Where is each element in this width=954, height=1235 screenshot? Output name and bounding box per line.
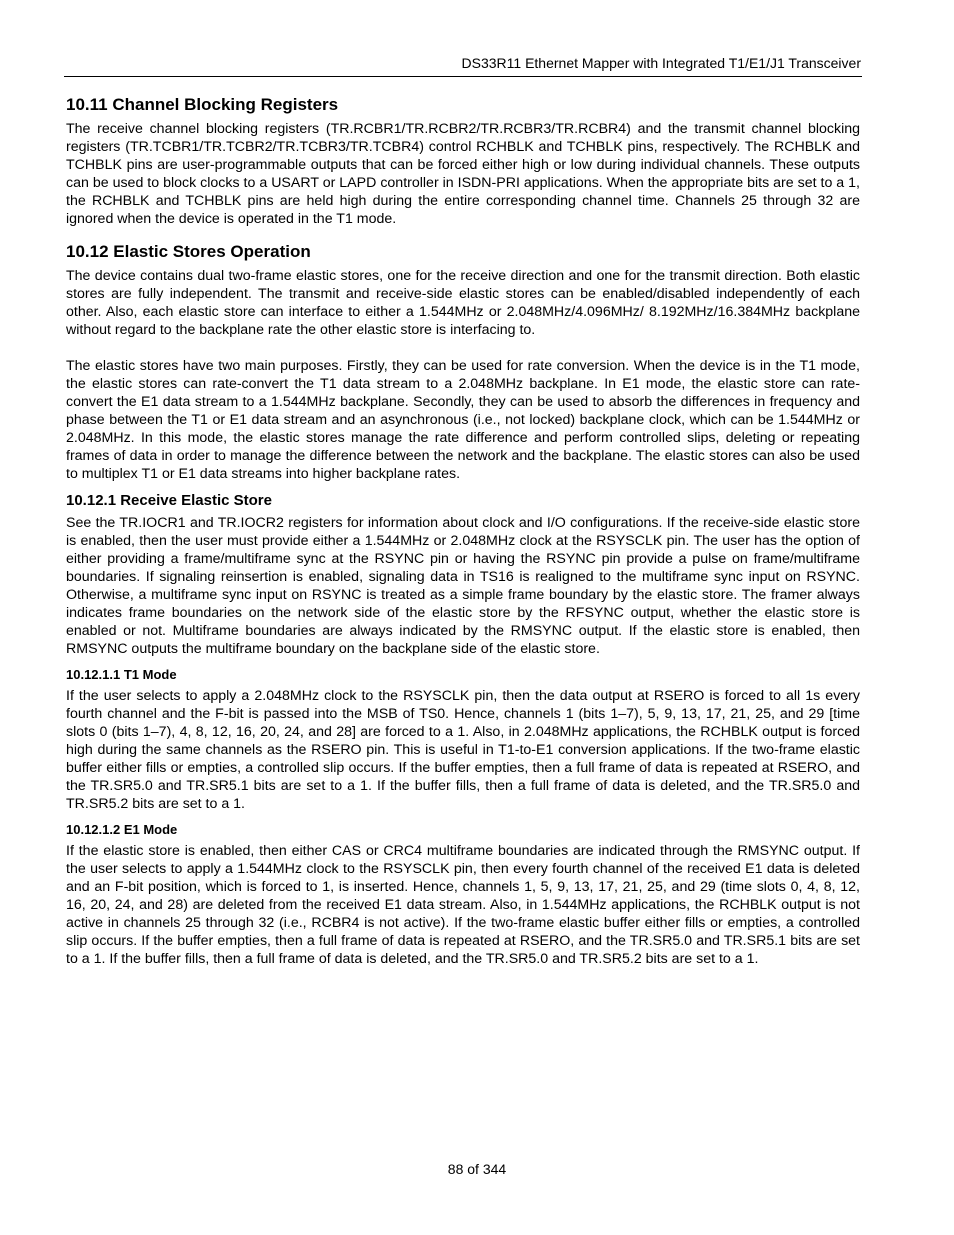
running-header: DS33R11 Ethernet Mapper with Integrated T1/E1/J1 Transceiver: [461, 55, 861, 71]
section-heading-10-12: 10.12 Elastic Stores Operation: [66, 242, 311, 261]
page-number: 88 of 344: [447, 1161, 507, 1177]
spacer: [66, 228, 860, 241]
paragraph-elastic-stores-purposes: The elastic stores have two main purposes. Firstly, they can be used for rate conversion. When the device is in the T1 mode, the elastic stores can rate-convert the T1 data stream to a 2.048MHz backplane. In E1 mode, the elastic store can rate-convert the E1 data stream to a 1.544MHz backplane. Secondly, they can be used to absorb the differences in frequency and phase between the T1 or E1 data stream and an asynchronous (i.e., not locked) backplane clock, which can be 1.544MHz or 2.048MHz. In this mode, the elastic stores manage the rate difference and perform controlled slips, deleting or repeating frames of data in order to manage the difference between the network and the backplane. The elastic stores can also be used to multiplex T1 or E1 data streams into higher backplane rates.: [66, 358, 860, 482]
spacer: [66, 658, 860, 666]
page-body: [66, 94, 860, 968]
section-heading-10-12-1-2: 10.12.1.2 E1 Mode: [66, 822, 178, 837]
header-divider: [64, 76, 862, 77]
paragraph-elastic-stores-intro: The device contains dual two-frame elastic stores, one for the receive direction and one for the transmit direction. Both elastic stores are fully independent. The transmit and receive-side elastic stores can be enabled/disabled independently of each other. Also, each elastic store can interface to either a 1.544MHz or 2.048MHz/4.096MHz/ 8.192MHz/16.384MHz backplane without regard to the backplane rate the other elastic store is interfacing to.: [66, 268, 860, 338]
spacer: [66, 483, 860, 491]
paragraph-t1-mode: If the user selects to apply a 2.048MHz clock to the RSYSCLK pin, then the data output at RSERO is forced to all 1s every fourth channel and the F-bit is passed into the MSB of TS0. Hence, channels 1 (bits 1–7), 5, 9, 13, 17, 21, 25, and 29 [time slots 0 (bits 1–7), 4, 8, 12, 16, 20, 24, and 28] are forced to a 1. Also, in 2.048MHz applications, the RCHBLK output is forced high during the same channels as the RSERO pin. This is useful in T1-to-E1 conversion applications. If the two-frame elastic buffer either fills or empties, a controlled slip occurs. If the buffer empties, then a full frame of data is repeated at RSERO, and the TR.SR5.0 and TR.SR5.1 bits are set to a 1. If the buffer fills, then a full frame of data is deleted, and the TR.SR5.0 and TR.SR5.2 bits are set to a 1.: [66, 688, 860, 812]
spacer: [66, 339, 860, 357]
paragraph-receive-elastic-store: See the TR.IOCR1 and TR.IOCR2 registers for information about clock and I/O configurations. If the receive-side elastic store is enabled, then the user must provide either a 1.544MHz or 2.048MHz clock at the RSYSCLK pin. The user has the option of either providing a frame/multiframe sync at the RSYNC pin or having the RSYNC pin provide a pulse on frame/multiframe boundaries. If signaling reinsertion is enabled, signaling data in TS16 is realigned to the multiframe sync input on RSYNC. Otherwise, a multiframe sync input on RSYNC is treated as a simple frame boundary by the elastic store. The framer always indicates frame boundaries on the network side of the elastic store by the RFSYNC output, whether the elastic store is enabled or not. Multiframe boundaries are always indicated by the RMSYNC output. If the elastic store is enabled, then RMSYNC outputs the multiframe boundary on the backplane side of the elastic store.: [66, 515, 860, 657]
spacer: [66, 813, 860, 821]
paragraph-e1-mode: If the elastic store is enabled, then either CAS or CRC4 multiframe boundaries are indicated through the RMSYNC output. If the user selects to apply a 1.544MHz clock to the RSYSCLK pin, then every fourth channel of the received E1 data is deleted and an F-bit position, which is forced to 1, is inserted. Hence, channels 1, 5, 9, 13, 17, 21, 25, and 29 (time slots 0, 4, 8, 12, 16, 20, 24, and 28) are deleted from the received E1 data stream. Also, in 1.544MHz applications, the RCHBLK output is not active in channels 25 through 32 (i.e., RCBR4 is not active). If the two-frame elastic buffer either fills or empties, a controlled slip occurs. If the buffer empties, then a full frame of data is repeated at RSERO, and the TR.SR5.0 and TR.SR5.1 bits are set to a 1. If the buffer fills, then a full frame of data is deleted, and the TR.SR5.0 and TR.SR5.2 bits are set to a 1.: [66, 843, 860, 967]
paragraph-channel-blocking: The receive channel blocking registers (TR.RCBR1/TR.RCBR2/TR.RCBR3/TR.RCBR4) and the transmit channel blocking registers (TR.TCBR1/TR.TCBR2/TR.TCBR3/TR.TCBR4) control RCHBLK and TCHBLK pins, respectively. The RCHBLK and TCHBLK pins are user-programmable outputs that can be forced either high or low during individual channels. These outputs can be used to block clocks to a USART or LAPD controller in ISDN-PRI applications. When the appropriate bits are set to a 1, the RCHBLK and TCHBLK pins are held high during the entire corresponding channel time. Channels 25 through 32 are ignored when the device is operated in the T1 mode.: [66, 121, 860, 227]
section-heading-10-11: 10.11 Channel Blocking Registers: [66, 95, 339, 114]
section-heading-10-12-1: 10.12.1 Receive Elastic Store: [66, 492, 272, 509]
section-heading-10-12-1-1: 10.12.1.1 T1 Mode: [66, 667, 177, 682]
